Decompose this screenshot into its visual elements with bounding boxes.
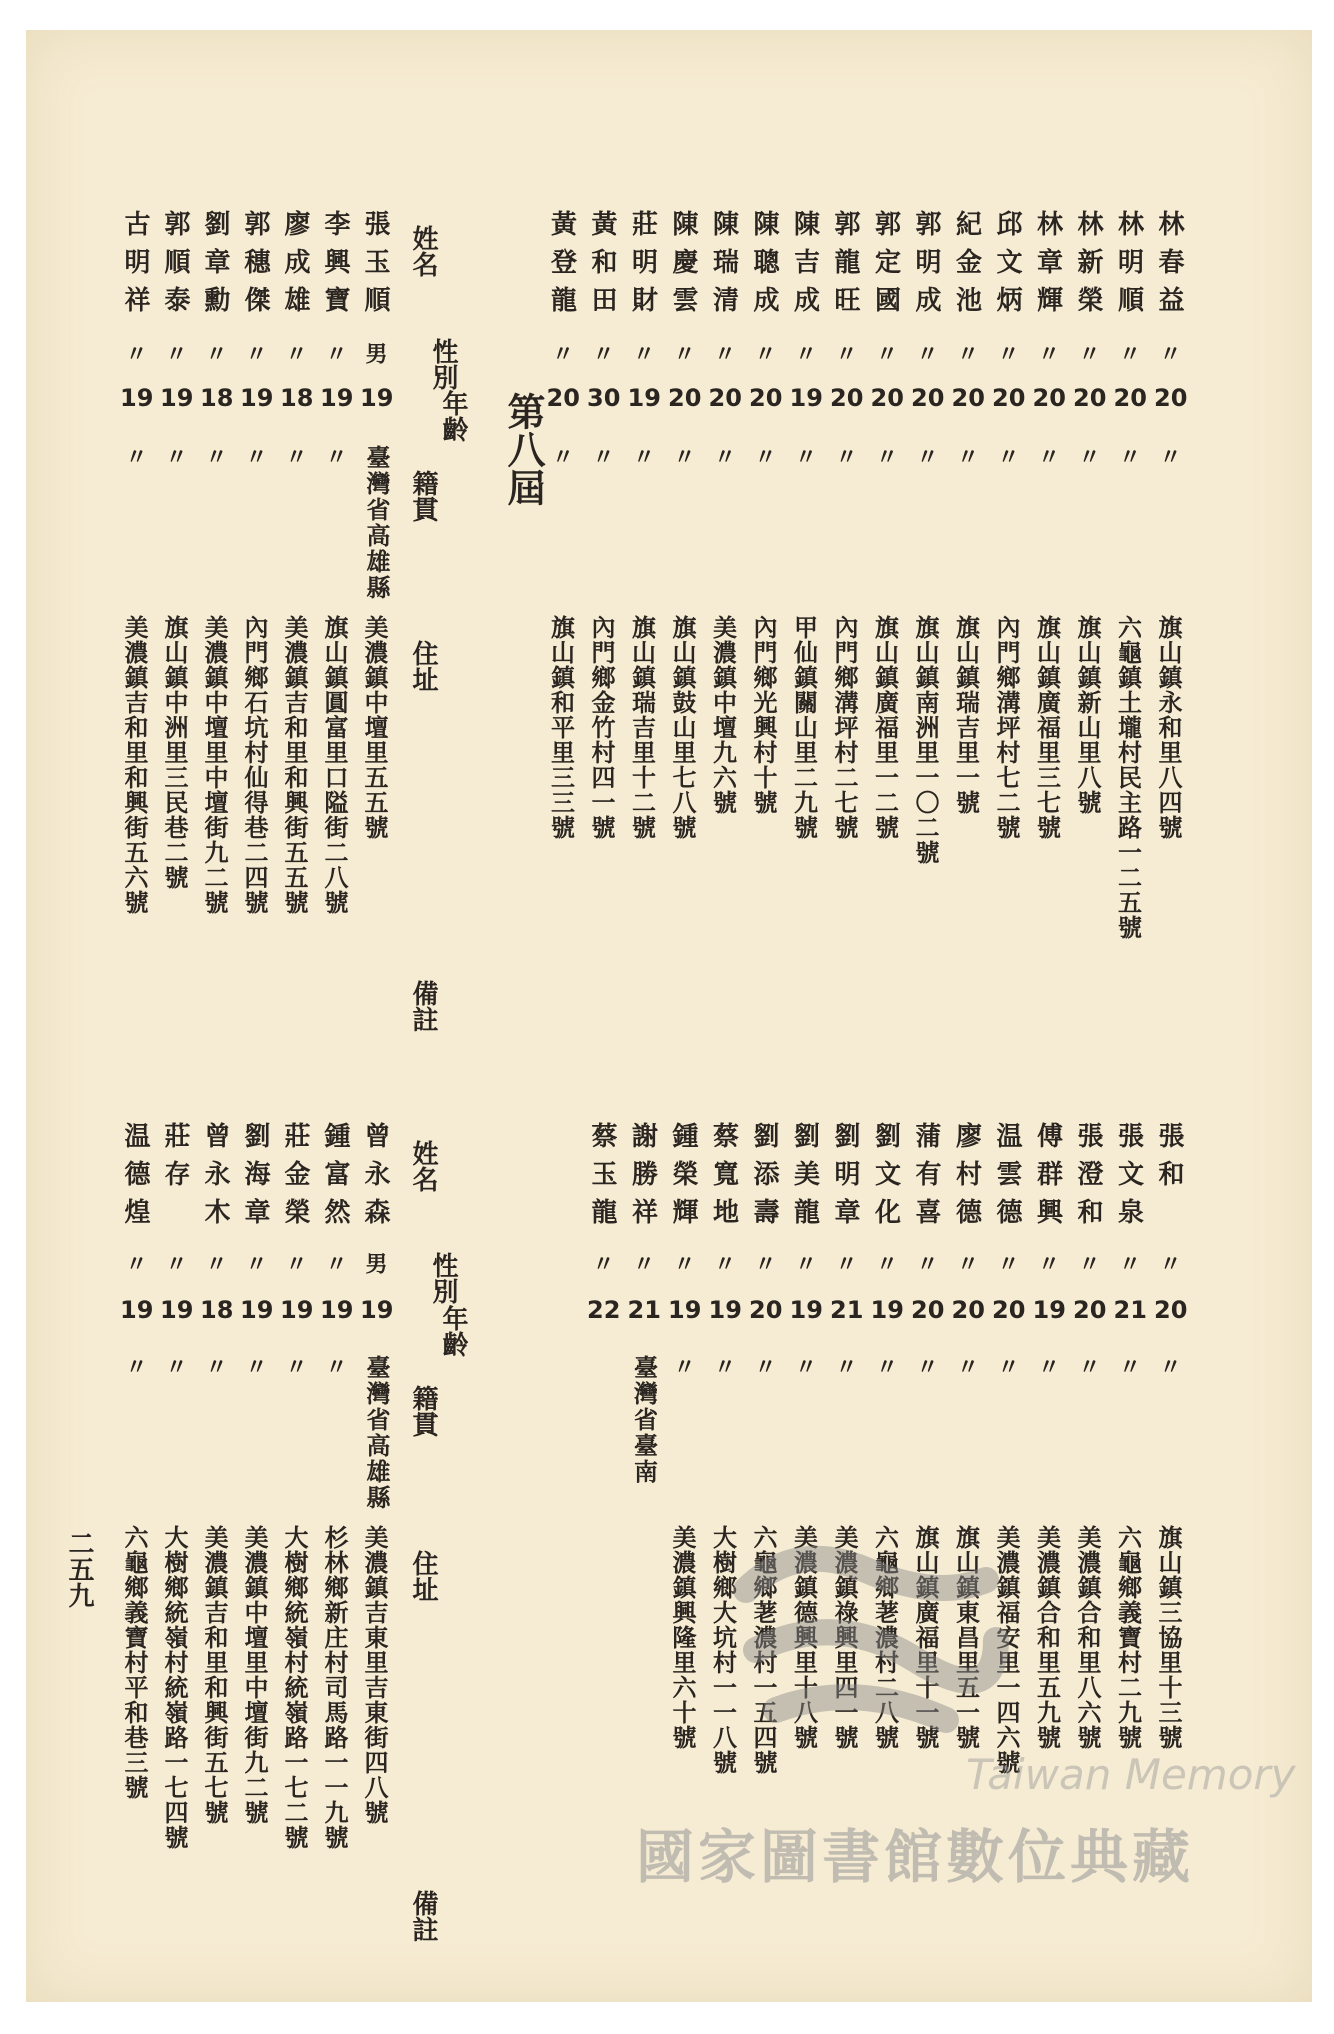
cell-age: 19: [280, 1296, 314, 1324]
cell-age: 19: [120, 384, 154, 412]
cell-native: 〃: [242, 445, 268, 467]
watermark-english: Taiwan Memory: [966, 1750, 1296, 1799]
cell-age: 18: [200, 384, 234, 412]
cell-name: 張和: [1154, 1122, 1184, 1198]
cell-native: 〃: [1075, 445, 1101, 467]
cell-name: 陳瑞清: [708, 210, 739, 324]
header-gender: 性別: [428, 338, 458, 390]
cell-age: 20: [911, 384, 945, 412]
cell-address: 旗山鎮瑞吉里一號: [951, 615, 981, 815]
cell-age: 21: [1113, 1296, 1147, 1324]
cell-gender: 〃: [872, 342, 899, 364]
cell-address: 美濃鎮中壇里五五號: [360, 615, 389, 840]
cell-age: 19: [870, 1296, 904, 1324]
cell-native: 〃: [710, 445, 737, 467]
header-native-2: 籍貫: [408, 1385, 438, 1437]
cell-address: 旗山鎮瑞吉里十二號: [627, 615, 657, 840]
cell-native: 〃: [832, 445, 858, 467]
cell-address: 美濃鎮合和里八六號: [1073, 1525, 1102, 1750]
cell-native: 〃: [282, 445, 308, 467]
cell-name: 温雲德: [992, 1122, 1022, 1236]
page-number: 二五九: [64, 1530, 94, 1608]
cell-gender: 〃: [670, 342, 696, 364]
cell-age: 20: [1032, 384, 1066, 412]
cell-name: 蔡寬地: [708, 1122, 739, 1236]
cell-address: 旗山鎮中洲里三民巷二號: [160, 615, 189, 890]
cell-address: 旗山鎮廣福里十一號: [911, 1525, 940, 1750]
cell-age: 19: [120, 1296, 154, 1324]
cell-address: 旗山鎮三協里十三號: [1154, 1525, 1183, 1750]
cell-age: 20: [830, 384, 864, 412]
cell-gender: 〃: [710, 342, 737, 364]
cell-gender: 〃: [1156, 1252, 1182, 1274]
cell-name: 温德煌: [120, 1122, 150, 1236]
cell-address: 旗山鎮廣福里三七號: [1032, 615, 1062, 840]
cell-address: 大樹鄉統嶺村統嶺路一七四號: [160, 1525, 189, 1850]
cell-gender: 〃: [791, 1252, 818, 1274]
cell-age: 18: [280, 384, 314, 412]
cell-address: 內門鄉石坑村仙得巷二四號: [240, 615, 269, 915]
cell-address: 旗山鎮新山里八號: [1073, 615, 1102, 815]
cell-name: 劉章勳: [200, 210, 230, 324]
cell-name: 林明順: [1113, 210, 1144, 324]
cell-gender: 〃: [953, 1252, 980, 1274]
cell-gender: 〃: [202, 1252, 228, 1274]
cell-name: 劉海章: [240, 1122, 270, 1236]
cell-native: 臺灣省高雄縣: [362, 1355, 391, 1511]
cell-age: 19: [240, 384, 274, 412]
header-age-2: 年齡: [438, 1305, 468, 1357]
cell-name: 廖村德: [951, 1122, 982, 1236]
cell-gender: 〃: [282, 1252, 308, 1274]
cell-name: 鍾榮輝: [668, 1122, 698, 1236]
cell-gender: 〃: [994, 342, 1020, 364]
cell-native: 〃: [1034, 1355, 1061, 1377]
cell-gender: 〃: [322, 342, 348, 364]
cell-native: 〃: [751, 1355, 777, 1377]
cell-native: 〃: [913, 445, 939, 467]
cell-age: 19: [160, 1296, 194, 1324]
cell-name: 李興寶: [320, 210, 350, 324]
cell-gender: 〃: [791, 342, 818, 364]
header-name: 姓名: [408, 225, 438, 277]
cell-native: 〃: [202, 1355, 228, 1377]
cell-name: 廖成雄: [280, 210, 310, 324]
cell-native: 〃: [710, 1355, 737, 1377]
cell-name: 劉文化: [870, 1122, 901, 1236]
cell-native: 〃: [1075, 1355, 1101, 1377]
cell-gender: 〃: [629, 342, 656, 364]
cell-native: 〃: [589, 445, 615, 467]
cell-age: 18: [200, 1296, 234, 1324]
header-age: 年齡: [438, 390, 468, 442]
cell-name: 郭穗傑: [240, 210, 270, 324]
cell-name: 莊明財: [627, 210, 658, 324]
cell-name: 曾永木: [200, 1122, 230, 1236]
cell-gender: 〃: [322, 1252, 348, 1274]
cell-gender: 〃: [1075, 342, 1101, 364]
cell-age: 22: [587, 1296, 621, 1324]
cell-address: 美濃鎮中壇九六號: [708, 615, 738, 815]
cell-gender: 〃: [1075, 1252, 1101, 1274]
cell-address: 大樹鄉統嶺村統嶺路一七二號: [280, 1525, 309, 1850]
cell-age: 20: [951, 1296, 985, 1324]
cell-native: 〃: [1115, 445, 1142, 467]
cell-address: 甲仙鎮關山里二九號: [789, 615, 819, 840]
cell-address: 美濃鎮福安里一四六號: [992, 1525, 1021, 1775]
cell-age: 19: [708, 1296, 742, 1324]
cell-native: 〃: [791, 1355, 818, 1377]
cell-age: 20: [870, 384, 904, 412]
cell-name: 林春益: [1154, 210, 1184, 324]
cell-native: 〃: [122, 445, 148, 467]
cell-address: 六龜鄉荖濃村二八號: [870, 1525, 900, 1750]
cell-native: 〃: [162, 1355, 188, 1377]
cell-native: 〃: [629, 445, 656, 467]
cell-age: 20: [992, 384, 1026, 412]
cell-gender: 〃: [202, 342, 228, 364]
cell-age: 21: [830, 1296, 864, 1324]
cell-age: 20: [749, 384, 783, 412]
cell-address: 美濃鎮興隆里六十號: [668, 1525, 697, 1750]
cell-name: 林章輝: [1032, 210, 1063, 324]
cell-address: 六龜鄉義寶村二九號: [1113, 1525, 1143, 1750]
cell-address: 六龜鄉義寶村平和巷三號: [120, 1525, 149, 1800]
cell-address: 內門鄉光興村十號: [749, 615, 778, 815]
cell-gender: 〃: [1034, 1252, 1061, 1274]
cell-name: 紀金池: [951, 210, 982, 324]
cell-native: 〃: [322, 445, 348, 467]
cell-address: 內門鄉溝坪村二七號: [830, 615, 859, 840]
cell-native: 〃: [1034, 445, 1061, 467]
cell-address: 美濃鎮吉和里和興街五五號: [280, 615, 309, 915]
cell-native: 〃: [670, 1355, 696, 1377]
cell-age: 20: [749, 1296, 783, 1324]
cell-gender: 〃: [710, 1252, 737, 1274]
cell-age: 20: [911, 1296, 945, 1324]
cell-gender: 〃: [162, 342, 188, 364]
cell-native: 〃: [953, 1355, 980, 1377]
library-seal-logo: [716, 1530, 1016, 1750]
cell-age: 20: [951, 384, 985, 412]
cell-address: 美濃鎮祿興里四一號: [830, 1525, 859, 1750]
cell-gender: 〃: [1156, 342, 1182, 364]
cell-gender: 〃: [953, 342, 980, 364]
header-address-2: 住址: [408, 1550, 438, 1602]
cell-gender: 〃: [832, 342, 858, 364]
cell-address: 大樹鄉大坑村一一八號: [708, 1525, 738, 1775]
cell-name: 謝勝祥: [627, 1122, 658, 1236]
cell-gender: 〃: [242, 342, 268, 364]
cell-native: 〃: [548, 445, 575, 467]
header-native: 籍貫: [408, 470, 438, 522]
cell-gender: 〃: [282, 342, 308, 364]
cell-name: 劉美龍: [789, 1122, 820, 1236]
cell-name: 鍾富然: [320, 1122, 350, 1236]
cell-age: 20: [992, 1296, 1026, 1324]
cell-native: 〃: [1115, 1355, 1142, 1377]
cell-age: 20: [1073, 1296, 1107, 1324]
cell-address: 美濃鎮德興里十八號: [789, 1525, 819, 1750]
cell-name: 陳慶雲: [668, 210, 698, 324]
section-title: 第八屆: [501, 392, 546, 506]
cell-age: 21: [627, 1296, 661, 1324]
cell-age: 19: [320, 384, 354, 412]
cell-address: 美濃鎮吉和里和興街五七號: [200, 1525, 229, 1825]
cell-name: 陳聰成: [749, 210, 779, 324]
cell-gender: 〃: [162, 1252, 188, 1274]
cell-age: 20: [546, 384, 580, 412]
cell-name: 莊存: [160, 1122, 190, 1198]
cell-age: 20: [668, 384, 702, 412]
cell-name: 蒲有喜: [911, 1122, 941, 1236]
cell-age: 19: [320, 1296, 354, 1324]
cell-gender: 〃: [589, 1252, 615, 1274]
cell-address: 美濃鎮中壇里中壇街九二號: [200, 615, 229, 915]
cell-native: 〃: [913, 1355, 939, 1377]
cell-address: 旗山鎮東昌里五一號: [951, 1525, 981, 1750]
cell-native: 〃: [751, 445, 777, 467]
cell-age: 19: [789, 1296, 823, 1324]
cell-native: 〃: [1156, 445, 1182, 467]
cell-name: 陳吉成: [789, 210, 820, 324]
cell-gender: 男: [362, 342, 388, 364]
cell-gender: 男: [362, 1252, 388, 1274]
cell-native: 〃: [162, 445, 188, 467]
header-note: 備註: [408, 980, 438, 1032]
header-note-2: 備註: [408, 1890, 438, 1942]
cell-native: 〃: [242, 1355, 268, 1377]
cell-name: 劉添壽: [749, 1122, 779, 1236]
cell-gender: 〃: [832, 1252, 858, 1274]
cell-native: 〃: [791, 445, 818, 467]
cell-age: 19: [668, 1296, 702, 1324]
cell-native: 〃: [122, 1355, 148, 1377]
header-address: 住址: [408, 640, 438, 692]
header-gender-2: 性別: [428, 1252, 458, 1304]
cell-name: 郭定國: [870, 210, 901, 324]
cell-age: 20: [1154, 1296, 1188, 1324]
cell-native: 〃: [872, 1355, 899, 1377]
cell-name: 張玉順: [360, 210, 390, 324]
cell-address: 旗山鎮和平里三三號: [546, 615, 576, 840]
cell-name: 黃和田: [587, 210, 617, 324]
cell-name: 蔡玉龍: [587, 1122, 617, 1236]
cell-age: 19: [360, 1296, 394, 1324]
cell-name: 張文泉: [1113, 1122, 1144, 1236]
cell-gender: 〃: [751, 342, 777, 364]
cell-address: 六龜鄉荖濃村一五四號: [749, 1525, 778, 1775]
cell-gender: 〃: [242, 1252, 268, 1274]
cell-native: 〃: [994, 1355, 1020, 1377]
cell-gender: 〃: [872, 1252, 899, 1274]
watermark-chinese: 國家圖書館數位典藏: [636, 1823, 1195, 1891]
cell-native: 〃: [670, 445, 696, 467]
cell-gender: 〃: [629, 1252, 656, 1274]
cell-address: 旗山鎮廣福里一二號: [870, 615, 900, 840]
cell-native: 〃: [282, 1355, 308, 1377]
cell-gender: 〃: [122, 342, 148, 364]
cell-name: 黃登龍: [546, 210, 577, 324]
header-name-2: 姓名: [408, 1140, 438, 1192]
cell-age: 20: [1113, 384, 1147, 412]
cell-gender: 〃: [1034, 342, 1061, 364]
cell-gender: 〃: [670, 1252, 696, 1274]
cell-address: 旗山鎮永和里八四號: [1154, 615, 1183, 840]
cell-name: 曾永森: [360, 1122, 390, 1236]
cell-native: 〃: [872, 445, 899, 467]
cell-age: 19: [240, 1296, 274, 1324]
cell-native: 〃: [202, 445, 228, 467]
cell-address: 美濃鎮吉和里和興街五六號: [120, 615, 149, 915]
cell-gender: 〃: [913, 342, 939, 364]
cell-address: 旗山鎮鼓山里七八號: [668, 615, 697, 840]
cell-gender: 〃: [122, 1252, 148, 1274]
cell-address: 美濃鎮合和里五九號: [1032, 1525, 1062, 1750]
cell-name: 古明祥: [120, 210, 150, 324]
cell-address: 六龜鎮土壠村民主路一二五號: [1113, 615, 1143, 940]
cell-native: 〃: [1156, 1355, 1182, 1377]
cell-age: 19: [360, 384, 394, 412]
cell-name: 郭明成: [911, 210, 941, 324]
cell-native: 臺灣省臺南: [629, 1355, 659, 1485]
cell-name: 郭龍旺: [830, 210, 860, 324]
cell-age: 20: [1154, 384, 1188, 412]
cell-address: 內門鄉金竹村四一號: [587, 615, 616, 840]
cell-gender: 〃: [1115, 1252, 1142, 1274]
cell-name: 劉明章: [830, 1122, 860, 1236]
cell-gender: 〃: [994, 1252, 1020, 1274]
cell-name: 邱文炳: [992, 210, 1022, 324]
cell-name: 傅群興: [1032, 1122, 1063, 1236]
cell-name: 張澄和: [1073, 1122, 1103, 1236]
cell-age: 19: [789, 384, 823, 412]
cell-age: 19: [1032, 1296, 1066, 1324]
cell-age: 19: [160, 384, 194, 412]
cell-address: 美濃鎮中壇里中壇街九二號: [240, 1525, 269, 1825]
cell-name: 郭順泰: [160, 210, 190, 324]
cell-age: 30: [587, 384, 621, 412]
cell-age: 19: [627, 384, 661, 412]
cell-gender: 〃: [1115, 342, 1142, 364]
cell-address: 美濃鎮吉東里吉東街四八號: [360, 1525, 389, 1825]
cell-address: 內門鄉溝坪村七二號: [992, 615, 1021, 840]
cell-native: 〃: [832, 1355, 858, 1377]
cell-native: 〃: [322, 1355, 348, 1377]
document-page: [26, 30, 1312, 2002]
cell-gender: 〃: [913, 1252, 939, 1274]
cell-age: 20: [1073, 384, 1107, 412]
cell-age: 20: [708, 384, 742, 412]
cell-address: 旗山鎮南洲里一〇二號: [911, 615, 940, 865]
cell-native: 臺灣省高雄縣: [362, 445, 391, 601]
cell-native: 〃: [953, 445, 980, 467]
cell-name: 莊金榮: [280, 1122, 310, 1236]
cell-name: 林新榮: [1073, 210, 1103, 324]
cell-gender: 〃: [589, 342, 615, 364]
cell-gender: 〃: [751, 1252, 777, 1274]
cell-native: 〃: [994, 445, 1020, 467]
cell-address: 杉林鄉新庄村司馬路一一九號: [320, 1525, 349, 1850]
cell-address: 旗山鎮圓富里口隘街二八號: [320, 615, 349, 915]
cell-gender: 〃: [548, 342, 575, 364]
